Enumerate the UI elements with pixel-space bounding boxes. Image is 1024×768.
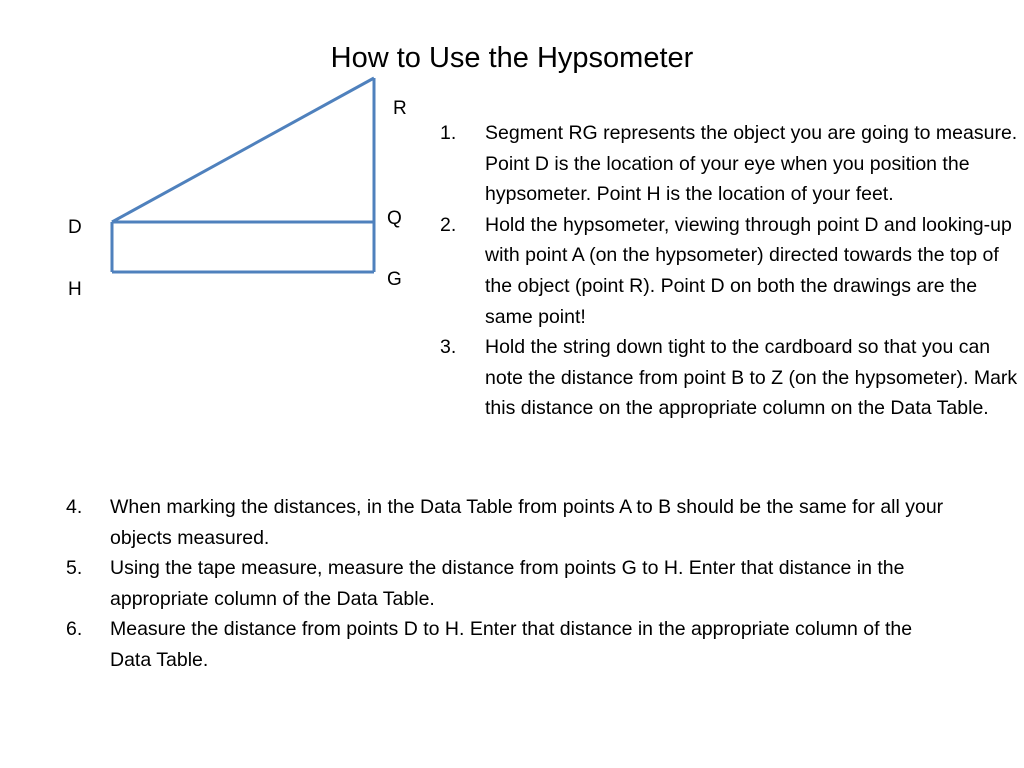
point-label-h: H (68, 279, 82, 300)
list-item (66, 614, 956, 675)
item-text: Using the tape measure, measure the distance from points G to H. Enter that distance in the appropriate column of the Data Table. (110, 557, 905, 610)
page-title: How to Use the Hypsometer (330, 42, 694, 74)
item-number: 5. (66, 557, 83, 580)
list-item (440, 332, 1020, 424)
sight-line-dr (112, 78, 374, 222)
item-text: Segment RG represents the object you are going to measure. Point D is the location of your eye when you position the hypsometer. Point H is the location of your feet. (485, 122, 1018, 206)
point-label-r: R (393, 98, 407, 119)
item-text: Hold the string down tight to the cardboard so that you can note the distance from point B to Z (on the hypsometer). Mark this distance on the appropriate column on the Data Table. (485, 336, 1018, 420)
item-text: Hold the hypsometer, viewing through point D and looking-up with point A (on the hypsometer) directed towards the top of the object (point R). Point D on both the drawings are the same point! (485, 213, 1012, 328)
list-item (66, 553, 956, 614)
point-label-q: Q (387, 208, 402, 229)
item-number: 6. (66, 618, 83, 641)
item-text: When marking the distances, in the Data Table from points A to B should be the same for all your objects measured. (110, 496, 944, 549)
instruction-list-bottom (66, 492, 956, 676)
point-label-d: D (68, 217, 82, 238)
list-item (66, 492, 956, 553)
item-number: 4. (66, 496, 83, 518)
item-text: Measure the distance from points D to H. Enter that distance in the appropriate column of the Data Table. (110, 618, 913, 671)
point-label-g: G (387, 269, 402, 290)
item-number: 2. (440, 213, 457, 236)
item-number: 3. (440, 336, 457, 359)
list-item (440, 210, 1020, 332)
instruction-list-right (440, 118, 1020, 424)
list-item (440, 118, 1020, 210)
item-number: 1. (440, 122, 457, 144)
